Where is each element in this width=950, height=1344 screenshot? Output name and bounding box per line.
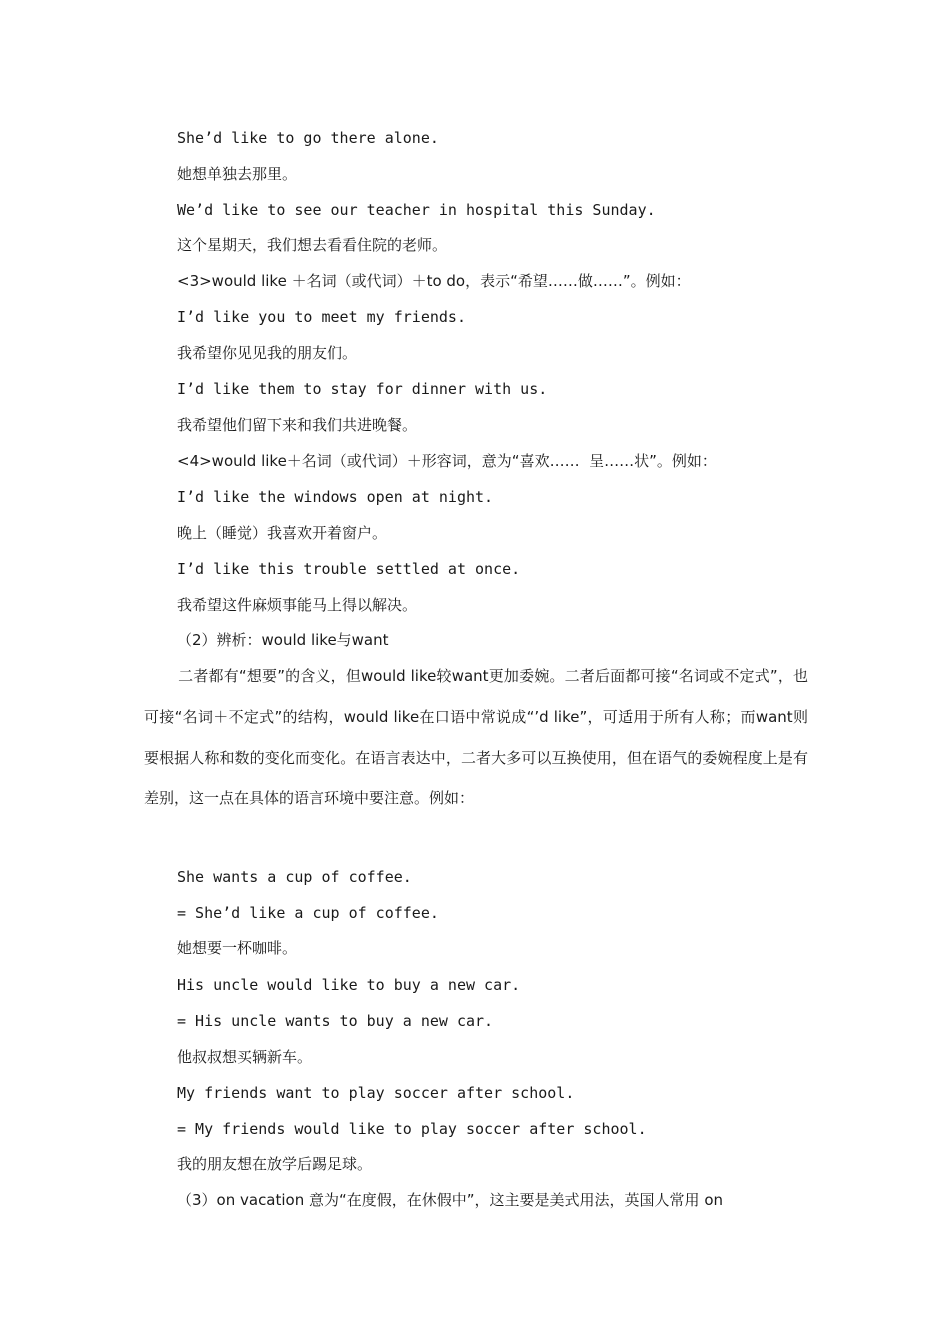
example-chinese-line: 她想要一杯咖啡。	[177, 939, 298, 957]
example-english-line: = His uncle wants to buy a new car.	[177, 1012, 494, 1030]
example-chinese-line: 我希望他们留下来和我们共进晚餐。	[177, 416, 418, 434]
example-chinese-line: 我的朋友想在放学后踢足球。	[177, 1155, 373, 1173]
explanation-text: 二者都有“想要”的含义，但would like较want更加委婉。二者后面都可接“名词或不定式”，也可接“名词＋不定式”的结构，would like在口语中常说成“’d like”，可适用于所有人称；而want则要根据人称和数的变化而变化。在语言表达中，二者大多可以互换使用，但在语气的委婉程度上是有差别，这一点在具体的语言环境中要注意。例如：	[144, 667, 808, 808]
example-english-line: I’d like this trouble settled at once.	[177, 560, 521, 578]
example-english-line: I’d like them to stay for dinner with us.	[177, 380, 548, 398]
example-chinese-line: 我希望你见见我的朋友们。	[177, 344, 358, 362]
section-heading-3: （3）on vacation 意为“在度假，在休假中”，这主要是美式用法，英国人常用 on	[177, 1191, 724, 1209]
example-english-line: She’d like to go there alone.	[177, 129, 439, 147]
example-english-line: I’d like you to meet my friends.	[177, 308, 466, 326]
example-english-line: She wants a cup of coffee.	[177, 868, 412, 886]
example-chinese-line: 这个星期天，我们想去看看住院的老师。	[177, 236, 448, 254]
example-english-line: My friends want to play soccer after school.	[177, 1084, 575, 1102]
example-chinese-line: 他叔叔想买辆新车。	[177, 1048, 313, 1066]
example-english-line: = She’d like a cup of coffee.	[177, 904, 439, 922]
example-chinese-line: 她想单独去那里。	[177, 165, 298, 183]
example-chinese-line: 我希望这件麻烦事能马上得以解决。	[177, 596, 418, 614]
example-chinese-line: 晚上（睡觉）我喜欢开着窗户。	[177, 524, 388, 542]
section-heading-2: （2）辨析：would like与want	[177, 631, 389, 649]
example-english-line: His uncle would like to buy a new car.	[177, 976, 521, 994]
explanation-paragraph	[144, 656, 808, 819]
example-english-line: = My friends would like to play soccer after school.	[177, 1120, 647, 1138]
example-english-line: We’d like to see our teacher in hospital this Sunday.	[177, 201, 656, 219]
rule-heading-4: <4>would like＋名词（或代词）＋形容词，意为“喜欢…… 呈……状”。例如：	[177, 452, 717, 470]
rule-heading-3: <3>would like ＋名词（或代词）＋to do，表示“希望……做……”。例如：	[177, 272, 691, 290]
example-english-line: I’d like the windows open at night.	[177, 488, 494, 506]
